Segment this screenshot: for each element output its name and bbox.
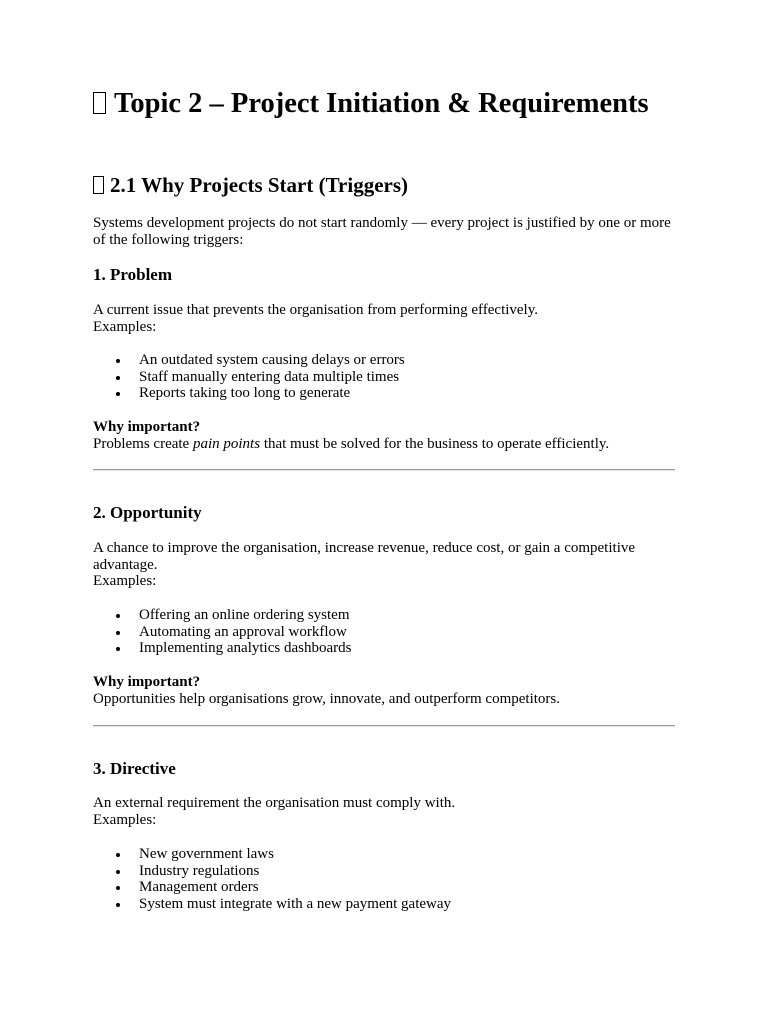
problem-heading: 1. Problem <box>93 265 173 284</box>
opportunity-why-label: Why important? <box>93 674 201 690</box>
problem-why <box>93 419 675 452</box>
list-item: System must integrate with a new payment gateway <box>93 896 451 913</box>
list-item: Offering an online ordering system <box>93 607 351 624</box>
directive-examples-list <box>93 846 451 912</box>
problem-why-before: Problems create <box>93 435 193 452</box>
problem-why-label: Why important? <box>93 419 201 435</box>
directive-description-text: An external requirement the organisation must comply with. <box>93 795 456 811</box>
list-item: Industry regulations <box>93 863 451 880</box>
section-divider <box>93 469 675 471</box>
section-divider <box>93 725 675 727</box>
section-intro: Systems development projects do not start randomly — every project is justified by one or more of the following triggers: <box>93 215 671 248</box>
page-title-text: Topic 2 – Project Initiation & Requirements <box>114 88 649 119</box>
opportunity-description-text: A chance to improve the organisation, increase revenue, reduce cost, or gain a competitive advantage. <box>93 540 636 573</box>
directive-examples-label: Examples: <box>93 811 157 828</box>
list-item: Management orders <box>93 879 451 896</box>
list-item: Reports taking too long to generate <box>93 385 405 402</box>
directive-description <box>93 795 675 828</box>
list-item: New government laws <box>93 846 451 863</box>
problem-examples-label: Examples: <box>93 318 157 335</box>
opportunity-why-text: Opportunities help organisations grow, innovate, and outperform competitors. <box>93 690 560 707</box>
missing-glyph-icon <box>93 92 106 114</box>
problem-description-text: A current issue that prevents the organisation from performing effectively. <box>93 302 539 318</box>
list-item: Automating an approval workflow <box>93 624 351 641</box>
problem-description <box>93 302 675 335</box>
opportunity-examples-list <box>93 607 351 657</box>
page-title <box>93 86 675 121</box>
section-heading <box>93 171 408 199</box>
opportunity-why <box>93 674 675 707</box>
opportunity-description <box>93 540 675 590</box>
list-item: Staff manually entering data multiple times <box>93 369 405 386</box>
problem-examples-list <box>93 352 405 402</box>
problem-why-after: that must be solved for the business to operate efficiently. <box>260 435 610 452</box>
list-item: An outdated system causing delays or errors <box>93 352 405 369</box>
opportunity-heading: 2. Opportunity <box>93 503 202 522</box>
list-item: Implementing analytics dashboards <box>93 640 351 657</box>
missing-glyph-icon <box>93 176 104 194</box>
section-heading-text: 2.1 Why Projects Start (Triggers) <box>110 173 409 197</box>
directive-heading: 3. Directive <box>93 759 176 778</box>
problem-why-emphasis: pain points <box>192 435 261 452</box>
opportunity-examples-label: Examples: <box>93 573 157 589</box>
